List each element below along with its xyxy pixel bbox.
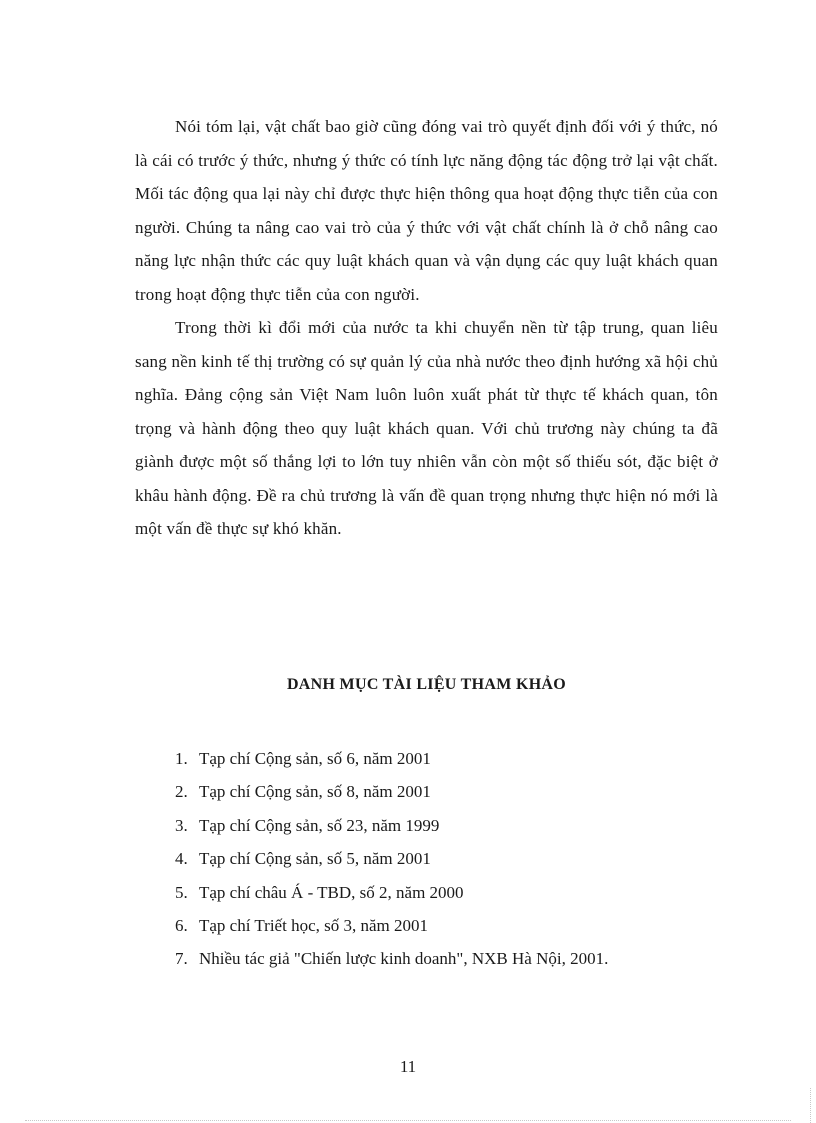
reference-text: Tạp chí Cộng sản, số 8, năm 2001 bbox=[199, 782, 431, 802]
reference-number: 2. bbox=[175, 782, 188, 802]
reference-number: 5. bbox=[175, 882, 188, 902]
reference-text: Nhiều tác giả "Chiến lược kinh doanh", NXB Hà Nội, 2001. bbox=[199, 949, 609, 969]
reference-number: 3. bbox=[175, 815, 188, 835]
reference-text: Tạp chí Triết học, số 3, năm 2001 bbox=[199, 916, 429, 936]
page-number: 11 bbox=[399, 1057, 417, 1076]
reference-text: Tạp chí Cộng sản, số 6, năm 2001 bbox=[199, 749, 431, 768]
reference-number: 7. bbox=[175, 949, 188, 969]
reference-item bbox=[175, 775, 608, 808]
reference-item bbox=[175, 842, 608, 875]
reference-text: Tạp chí Cộng sản, số 23, năm 1999 bbox=[199, 815, 440, 835]
references-heading: DANH MỤC TÀI LIỆU THAM KHẢO bbox=[286, 676, 567, 693]
reference-item bbox=[175, 942, 608, 975]
reference-item bbox=[175, 742, 608, 775]
page-right-border bbox=[810, 1088, 811, 1123]
reference-text: Tạp chí châu Á - TBD, số 2, năm 2000 bbox=[199, 882, 464, 902]
reference-text: Tạp chí Cộng sản, số 5, năm 2001 bbox=[199, 849, 431, 869]
reference-number: 1. bbox=[175, 749, 188, 768]
body-text bbox=[135, 110, 718, 546]
page-bottom-border bbox=[25, 1120, 791, 1121]
reference-number: 6. bbox=[175, 916, 188, 936]
reference-item bbox=[175, 909, 608, 942]
paragraph-conclusion: Nói tóm lại, vật chất bao giờ cũng đóng vai trò quyết định đối với ý thức, nó là cái có trước ý thức, nhưng ý thức có tính lực năng động tác động trở lại vật chất. Mối tác động qua lại này chỉ được thực hiện thông qua hoạt động thực tiễn của con người. Chúng ta nâng cao vai trò của ý thức với vật chất chính là ở chỗ nâng cao năng lực nhận thức các quy luật khách quan và vận dụng các quy luật khách quan trong hoạt động thực tiễn của con người. bbox=[135, 117, 718, 304]
references-list bbox=[175, 742, 608, 976]
reference-item bbox=[175, 876, 608, 909]
paragraph-renovation: Trong thời kì đổi mới của nước ta khi chuyển nền từ tập trung, quan liêu sang nền kinh tế thị trường có sự quản lý của nhà nước theo định hướng xã hội chủ nghĩa. Đảng cộng sản Việt Nam luôn luôn xuất phát từ thực tế khách quan, tôn trọng và hành động theo quy luật khách quan. Với chủ trương này chúng ta đã giành được một số thắng lợi to lớn tuy nhiên vẫn còn một số thiếu sót, đặc biệt ở khâu hành động. Đề ra chủ trương là vấn đề quan trọng nhưng thực hiện nó mới là một vấn đề thực sự khó khăn. bbox=[135, 318, 718, 538]
reference-item bbox=[175, 809, 608, 842]
reference-number: 4. bbox=[175, 849, 188, 869]
